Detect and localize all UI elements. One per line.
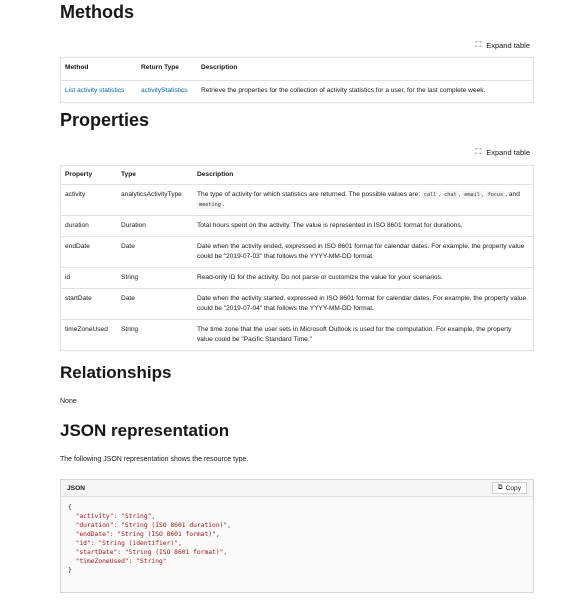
code-block <box>60 479 534 593</box>
code-line: "endDate": "String (ISO 8601 format)", <box>68 531 220 538</box>
property-type: Duration <box>117 216 193 237</box>
property-name: activity <box>61 185 118 216</box>
property-type: analyticsActivityType <box>117 185 193 216</box>
table-row <box>61 289 534 320</box>
property-type: Date <box>117 289 193 320</box>
property-name: timeZoneUsed <box>61 320 118 351</box>
copy-label: Copy <box>505 484 521 492</box>
properties-heading: Properties <box>60 110 150 130</box>
relationships-text: None <box>60 398 77 405</box>
code-language-label: JSON <box>67 484 85 492</box>
code-line: { <box>68 504 72 511</box>
property-type: String <box>117 268 193 289</box>
copy-icon: ⧉ <box>497 484 503 491</box>
property-name: id <box>61 268 118 289</box>
column-header-type: Type <box>117 166 193 185</box>
return-type-link[interactable]: activityStatistics <box>137 81 197 103</box>
enum-value: call <box>423 192 437 198</box>
property-name: duration <box>61 216 118 237</box>
json-intro-text: The following JSON representation shows the resource type. <box>60 456 249 463</box>
table-header-row <box>61 58 534 81</box>
methods-heading: Methods <box>60 2 134 22</box>
table-row <box>61 185 534 216</box>
table-row <box>61 320 534 351</box>
column-header-property: Property <box>61 166 118 185</box>
code-line: "startDate": "String (ISO 8601 format)", <box>68 549 228 556</box>
code-line: "duration": "String (ISO 8601 duration)", <box>68 522 232 529</box>
code-line: "activity": "String", <box>68 513 156 520</box>
column-header-return-type: Return Type <box>137 58 197 81</box>
enum-value: meeting <box>199 202 221 208</box>
code-header <box>61 480 533 497</box>
table-header-row <box>61 166 534 185</box>
column-header-method: Method <box>61 58 138 81</box>
code-line: "id": "String (identifier)", <box>68 540 182 547</box>
table-row <box>61 216 534 237</box>
relationships-heading: Relationships <box>60 363 172 382</box>
copy-button[interactable] <box>492 482 527 494</box>
methods-table <box>60 57 534 103</box>
column-header-description: Description <box>193 166 534 185</box>
expand-icon: ⛶ <box>475 147 482 156</box>
enum-value: email <box>464 192 480 198</box>
method-link[interactable]: List activity statistics <box>61 81 138 103</box>
column-header-description: Description <box>197 58 534 81</box>
expand-label: Expand table <box>486 147 530 157</box>
table-row <box>61 81 534 103</box>
property-name: startDate <box>61 289 118 320</box>
property-description: Total hours spent on the activity. The value is represented in ISO 8601 format for durations. <box>193 216 534 237</box>
property-description: Date when the activity ended, expressed in ISO 8601 format for calendar dates. For example, the property value could be "2019-07-03" that follows the YYYY-MM-DD format. <box>193 237 534 268</box>
property-name: endDate <box>61 237 118 268</box>
json-heading: JSON representation <box>60 421 230 440</box>
enum-value: chat <box>444 192 457 198</box>
code-line: } <box>68 567 72 574</box>
code-line: "timeZoneUsed": "String" <box>68 558 167 565</box>
json-code <box>61 497 533 581</box>
table-row <box>61 268 534 289</box>
enum-value: focus <box>487 192 504 198</box>
table-row <box>61 237 534 268</box>
property-description: Date when the activity started, expressed in ISO 8601 format for calendar dates. For example, the property value could be "2019-07-04" that follows the YYYY-MM-DD format. <box>193 289 534 320</box>
property-description: Read-only ID for the activity. Do not parse or customize the value for your scenarios. <box>193 268 534 289</box>
expand-methods-table-button[interactable] <box>476 40 530 50</box>
property-description: The time zone that the user sets in Microsoft Outlook is used for the computation. For example, the property value could be "Pacific Standard Time." <box>193 320 534 351</box>
method-description: Retrieve the properties for the collection of activity statistics for a user, for the last complete week. <box>197 81 534 103</box>
property-type: String <box>117 320 193 351</box>
property-description: The type of activity for which statistics are returned. The possible values are: call , chat , email , focus , and meeting . <box>193 185 534 216</box>
expand-icon: ⛶ <box>475 40 482 49</box>
property-type: Date <box>117 237 193 268</box>
expand-label: Expand table <box>486 40 530 50</box>
properties-table <box>60 165 534 351</box>
expand-properties-table-button[interactable] <box>476 147 530 157</box>
